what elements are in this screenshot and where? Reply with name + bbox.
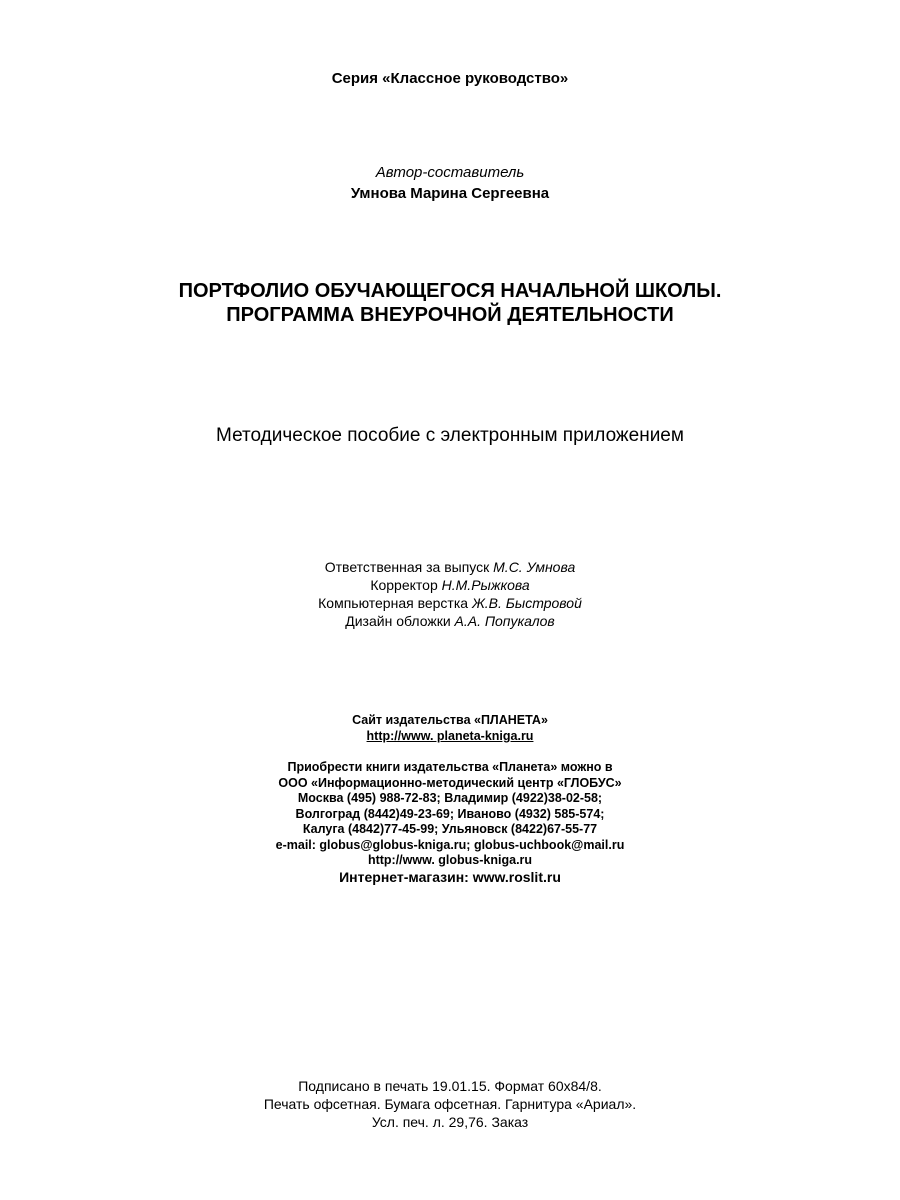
purchase-info-line: Москва (495) 988-72-83; Владимир (4922)38-02-58;: [297, 791, 603, 805]
imprint-line: Подписано в печать 19.01.15. Формат 60х84/8.: [298, 1078, 602, 1094]
series-title: Серия «Классное руководство»: [331, 70, 569, 87]
distributor-site-link: http://www. globus-kniga.ru: [367, 853, 533, 867]
credit-role: Дизайн обложки: [345, 613, 451, 629]
credit-name: Н.М.Рыжкова: [441, 577, 530, 593]
credit-line: [0, 612, 900, 630]
purchase-info-line: Приобрести книги издательства «Планета» можно в: [287, 760, 613, 774]
imprint-line: Усл. печ. л. 29,76. Заказ: [371, 1114, 529, 1130]
credit-role: Ответственная за выпуск: [324, 559, 490, 575]
credit-name: А.А. Попукалов: [454, 613, 555, 629]
credit-name: М.С. Умнова: [493, 559, 576, 575]
credit-line: [0, 594, 900, 612]
purchase-info-line: Волгоград (8442)49-23-69; Иваново (4932) 585-574;: [295, 806, 605, 821]
credit-role: Корректор: [370, 577, 438, 593]
credit-role: Компьютерная верстка: [318, 595, 469, 611]
online-shop-line: Интернет-магазин: www.roslit.ru: [339, 869, 561, 885]
publisher-site-link[interactable]: http://www. planeta-kniga.ru: [366, 729, 534, 743]
credit-name: Ж.В. Быстровой: [471, 595, 582, 611]
purchase-info-line: Калуга (4842)77-45-99; Ульяновск (8422)67-55-77: [302, 822, 598, 836]
author-role: Автор-составитель: [375, 164, 525, 181]
publisher-site-label: Сайт издательства «ПЛАНЕТА»: [352, 713, 548, 727]
credit-line: [0, 558, 900, 576]
book-subtitle: Методическое пособие с электронным приложением: [216, 425, 684, 446]
book-title-line-2: ПРОГРАММА ВНЕУРОЧНОЙ ДЕЯТЕЛЬНОСТИ: [226, 304, 674, 326]
credit-line: [0, 576, 900, 594]
imprint-line: Печать офсетная. Бумага офсетная. Гарнитура «Ариал».: [263, 1096, 637, 1112]
book-title-line-1: ПОРТФОЛИО ОБУЧАЮЩЕГОСЯ НАЧАЛЬНОЙ ШКОЛЫ.: [178, 280, 722, 302]
purchase-info-line: ООО «Информационно-методический центр «ГЛОБУС»: [278, 775, 622, 790]
contact-email-line: e-mail: globus@globus-kniga.ru; globus-uchbook@mail.ru: [275, 837, 625, 852]
author-name: Умнова Марина Сергеевна: [350, 185, 550, 202]
